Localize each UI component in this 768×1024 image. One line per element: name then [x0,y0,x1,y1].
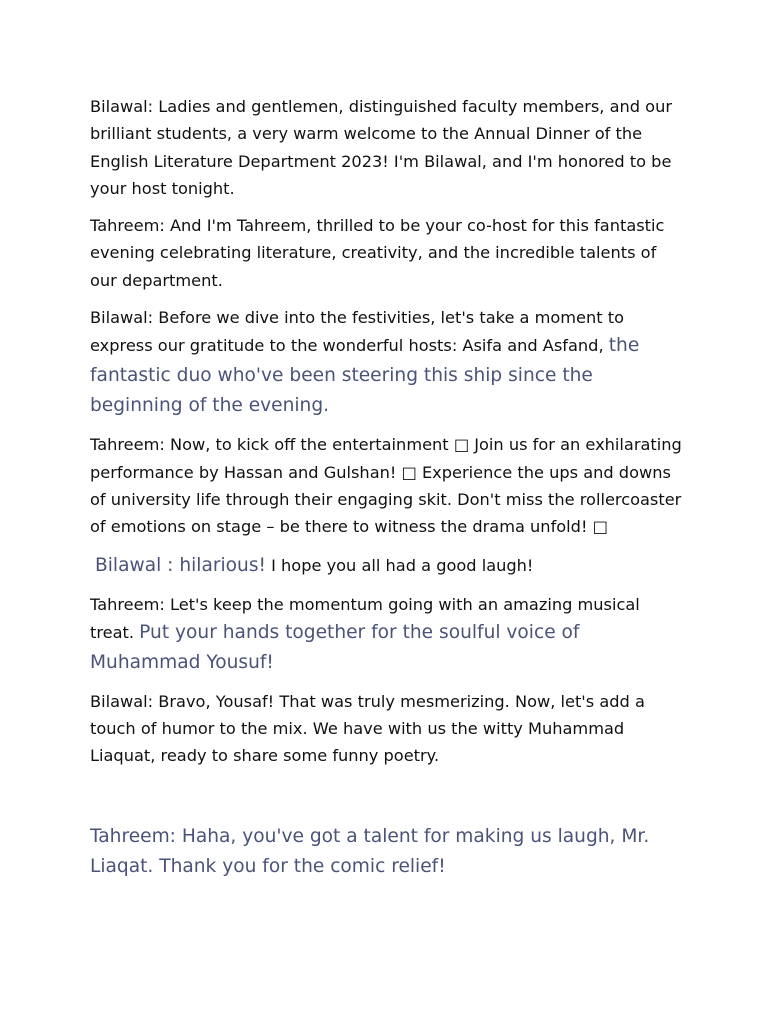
paragraph-accent-text: Put your hands together for the soulful voice of Muhammad Yousuf! [90,621,580,673]
paragraph-tahreem-thanks [90,822,682,882]
missing-glyph-icon: □ [592,517,608,537]
paragraph-text: Join us for an exhilarating performance by Hassan and Gulshan! [90,435,682,482]
paragraph-bilawal-laugh [90,551,682,581]
paragraph-text: Experience the ups and downs of university life through their engaging skit. Don't miss the rollercoaster of emotions on stage – be there to witness the drama unfold! [90,462,682,537]
paragraph-bilawal-poetry: Bilawal: Bravo, Yousaf! That was truly mesmerizing. Now, let's add a touch of humor to the mix. We have with us the witty Muhammad Liaquat, ready to share some funny poetry. [90,691,645,766]
paragraph-tahreem-music [90,591,682,678]
paragraph-bilawal-welcome: Bilawal: Ladies and gentlemen, distinguished faculty members, and our brilliant students, a very warm welcome to the Annual Dinner of the English Literature Department 2023! I'm Bilawal, and I'm honored to be your host tonight. [90,97,672,198]
paragraph-text: I hope you all had a good laugh! [265,555,534,575]
missing-glyph-icon: □ [453,435,470,455]
paragraph-accent-text: Tahreem: Haha, you've got a talent for making us laugh, Mr. Liaqat. Thank you for the comic relief! [90,825,650,877]
paragraph-accent-text: Bilawal : hilarious! [95,554,266,576]
paragraph-bilawal-gratitude [90,304,682,421]
blank-line [90,780,682,822]
paragraph-text: Tahreem: Let's keep the momentum going with an amazing musical treat. [90,594,640,642]
paragraph-accent-text: the fantastic duo who've been steering this ship since the beginning of the evening. [90,335,640,417]
paragraph-tahreem-intro: Tahreem: And I'm Tahreem, thrilled to be your co-host for this fantastic evening celebrating literature, creativity, and the incredible talents of our department. [90,216,665,290]
paragraph-text: Tahreem: Now, to kick off the entertainment [90,435,454,455]
paragraph-text: Bilawal: Before we dive into the festivities, let's take a moment to express our gratitude to the wonderful hosts: Asifa and Asfand, [90,308,625,356]
document-body [90,93,682,892]
missing-glyph-icon: □ [401,462,417,482]
paragraph-tahreem-skit [90,431,682,540]
